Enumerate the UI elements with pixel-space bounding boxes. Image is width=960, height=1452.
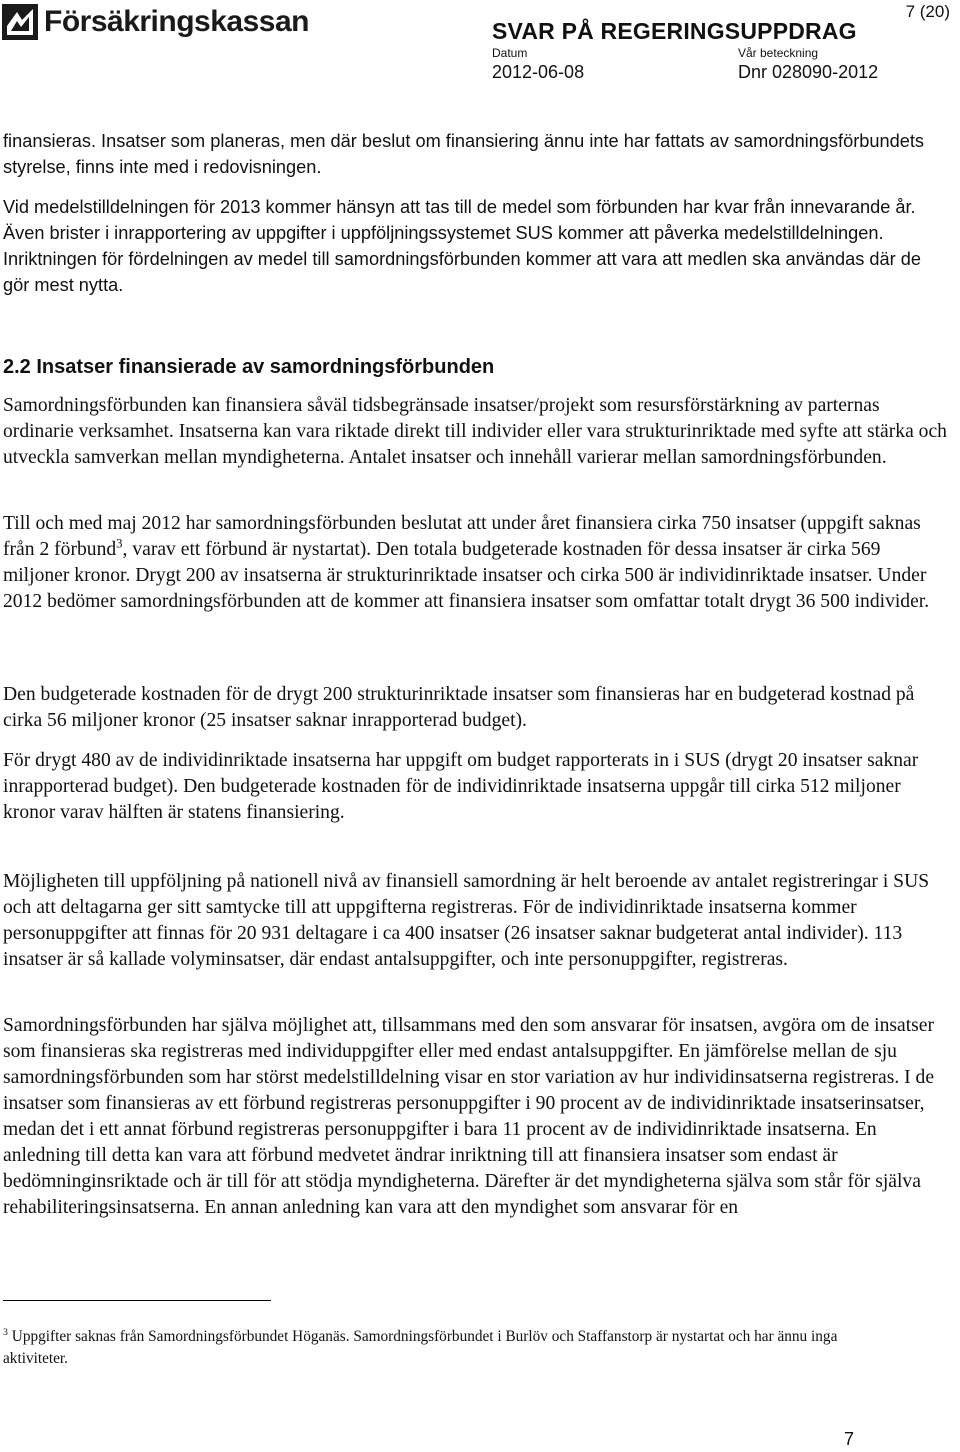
footnote-ref: 3 <box>116 536 123 551</box>
section-paragraph-4: För drygt 480 av de individinriktade insatserna har uppgift om budget rapporterats in i SUS (drygt 20 insatser saknar inrapporterad budget). Den budgeterade kostnaden för de individinriktade insatserna uppgår till cirka 512 miljoner kronor varav hälften är statens finansiering. <box>3 750 919 823</box>
paragraph-2-text-b: , varav ett förbund är nystartat). Den totala budgeterade kostnaden för dessa insatser är cirka 569 miljoner kronor. Drygt 200 av insatserna är strukturinriktade insatser och cirka 500 är individinriktade insatser. Under 2012 bedömer samordningsförbunden att de kommer att finansiera insatser som omfattar totalt drygt 36 500 individer. <box>3 539 930 612</box>
footer-page-number: 7 <box>843 1429 854 1449</box>
document-header <box>492 18 892 83</box>
logo-mark-icon <box>2 4 38 40</box>
date-label: Datum <box>492 46 528 60</box>
ref-label: Vår beteckning <box>738 46 819 60</box>
footnote-text: Uppgifter saknas från Samordningsförbundet Höganäs. Samordningsförbundet i Burlöv och Staffanstorp är nystartat och har ännu inga aktiviteter. <box>3 1328 838 1367</box>
footnote <box>3 1326 903 1370</box>
section-paragraph-3: Den budgeterade kostnaden för de drygt 200 strukturinriktade insatser som finansieras har en budgeterad kostnad på cirka 56 miljoner kronor (25 insatser saknar inrapporterad budget). <box>3 684 915 731</box>
logo <box>2 4 309 40</box>
section-heading: 2.2 Insatser finansierade av samordningsförbunden <box>3 356 495 378</box>
section-paragraph-6: Samordningsförbunden har själva möjlighet att, tillsammans med den som ansvarar för insatsen, avgöra om de insatser som finansieras ska registreras med individuppgifter eller med endast antalsuppgifter. En jämförelse mellan de sju samordningsförbunden som har störst medelstilldelning visar en stor variation av hur individinsatserna registreras. I de insatser som finansieras av ett förbund registreras personuppgifter i 90 procent av de individinriktade insatserinsatser, medan det i ett annat förbund registreras personuppgifter i bara 11 procent av de individinriktade insatserna. En anledning till detta kan vara att förbund medvetet ändrar inriktning till att finansiera insatser som endast är bedömninginsriktade och är till för att stödja myndigheterna. Därefter är det myndigheterna själva som står för själva rehabiliteringsinsatserna. En annan anledning kan vara att den myndighet som ansvarar för en <box>3 1015 935 1218</box>
intro-paragraph-1: finansieras. Insatser som planeras, men där beslut om finansiering ännu inte har fattats av samordningsförbundets styrelse, finns inte med i redovisningen. <box>3 131 924 177</box>
page-label: 7 (20) <box>905 2 950 21</box>
section-paragraph-5: Möjligheten till uppföljning på nationell nivå av finansiell samordning är helt beroende av antalet registreringar i SUS och att deltagarna ger sitt samtycke till att uppgifterna registreras. För de individinriktade insatserna kommer personuppgifter att finnas för 20 931 deltagare i ca 400 insatser (26 insatser saknar budgeterat antal individer). 113 insatser är så kallade volyminsatser, där endast antalsuppgifter, och inte personuppgifter, registreras. <box>3 871 930 970</box>
document-title: SVAR PÅ REGERINGSUPPDRAG <box>492 18 857 44</box>
paragraph-2-text-a: Till och med maj 2012 har samordningsförbunden beslutat att under året finansiera cirka 750 insatser (uppgift saknas från 2 förbund <box>3 513 921 560</box>
date-value: 2012-06-08 <box>492 62 585 82</box>
footnote-number: 3 <box>3 1326 8 1338</box>
section-paragraph-1: Samordningsförbunden kan finansiera såväl tidsbegränsade insatser/projekt som resursförstärkning av parternas ordinarie verksamhet. Insatserna kan vara riktade direkt till individer eller vara strukturinriktade med syfte att stärka och utveckla samverkan mellan myndigheterna. Antalet insatser och innehåll varierar mellan samordningsförbunden. <box>3 395 947 468</box>
ref-value: Dnr 028090-2012 <box>738 62 879 82</box>
footnote-separator <box>3 1300 271 1301</box>
intro-paragraph-2: Vid medelstilldelningen för 2013 kommer hänsyn att tas till de medel som förbunden har kvar från innevarande år. Även brister i inrapportering av uppgifter i uppföljningssystemet SUS kommer att påverka medelstilldelningen. Inriktningen för fördelningen av medel till samordningsförbunden kommer att vara att medlen ska användas där de gör mest nytta. <box>3 197 921 295</box>
section-paragraph-2 <box>3 511 948 615</box>
org-name: Försäkringskassan <box>44 5 309 38</box>
